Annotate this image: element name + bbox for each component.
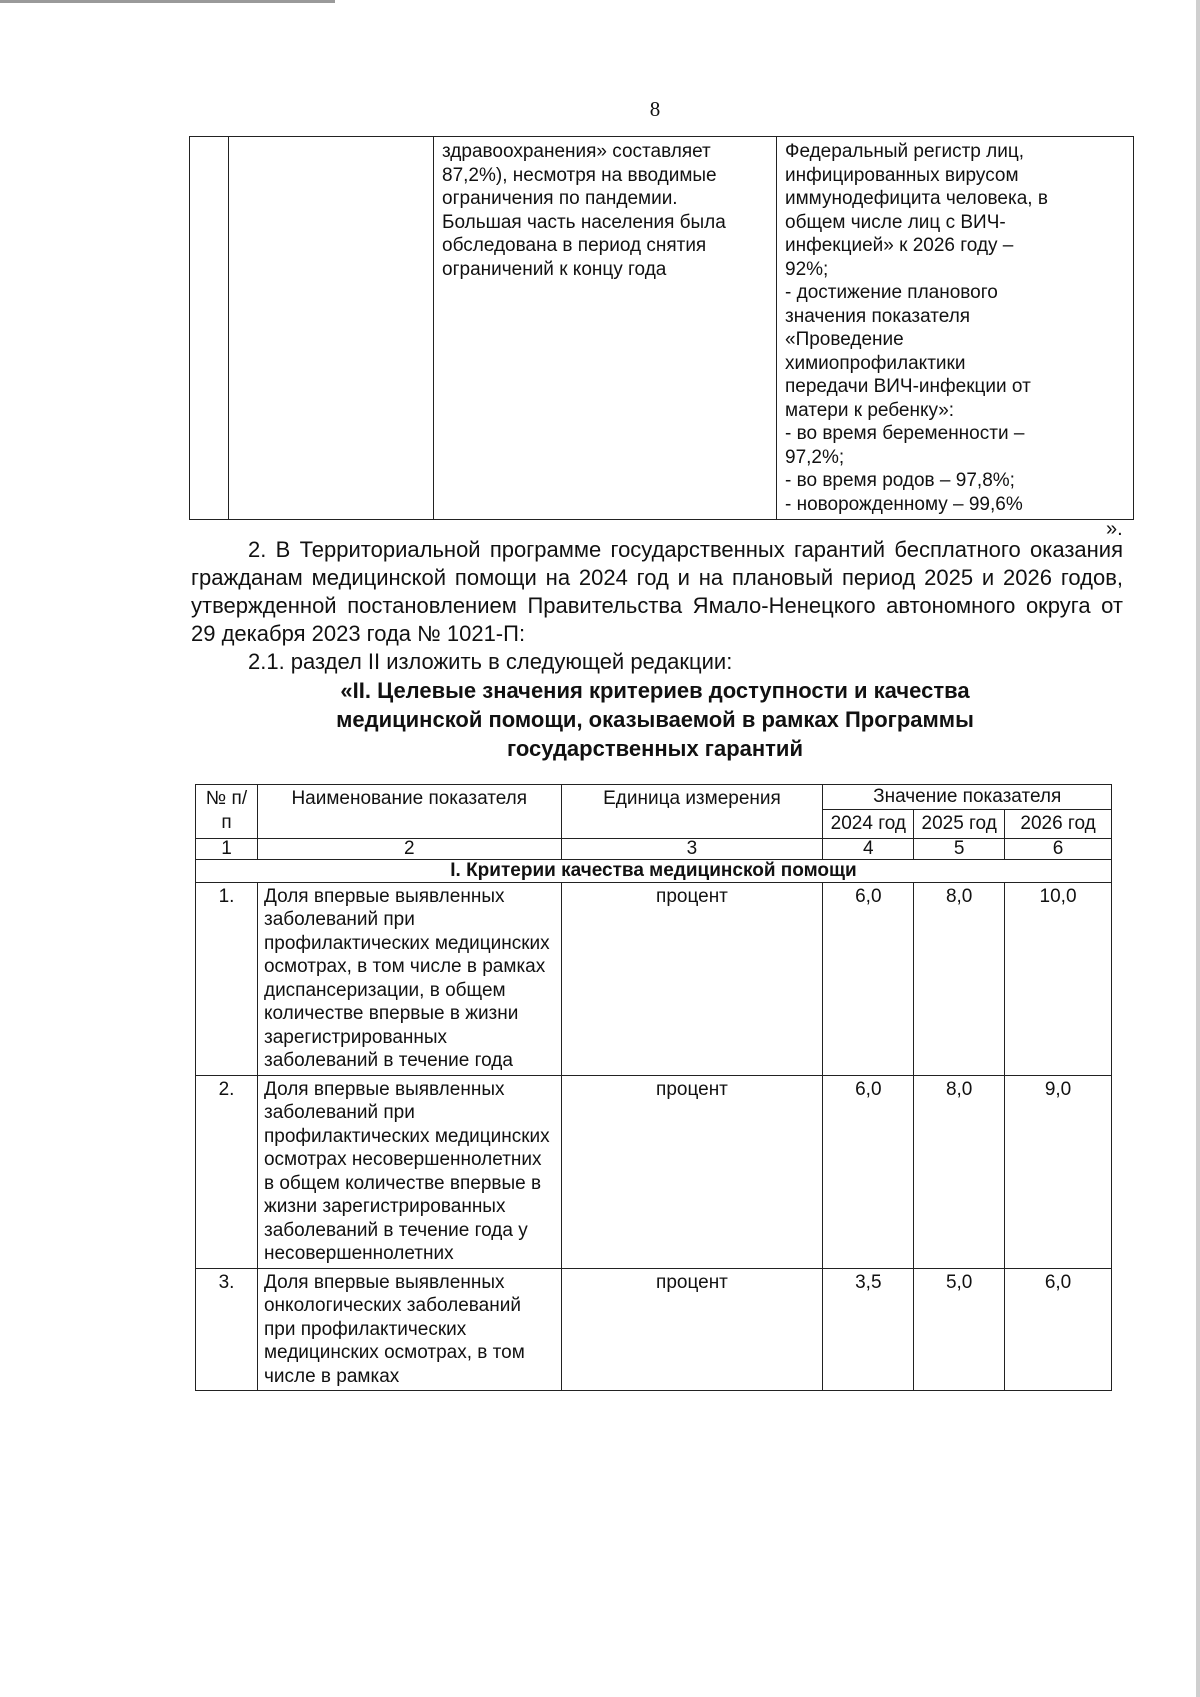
text-line: инфицированных вирусом	[785, 164, 1019, 186]
text-line: Федеральный регистр лиц,	[785, 141, 1024, 162]
table-row	[190, 137, 1134, 520]
indicator-name: Доля впервые выявленных заболеваний при профилактических медицинских осмотрах несовершеннолетних в общем количестве впервые в жизни зарегистрированных заболеваний в течение года у несовершеннолетних	[257, 1075, 561, 1268]
header-2026: 2026 год	[1005, 810, 1112, 839]
text-line: 92%;	[785, 258, 829, 280]
text-line: - во время родов – 97,8%;	[785, 470, 1015, 491]
table-row	[196, 882, 1112, 1075]
text-line: здравоохранения» составляет	[442, 141, 711, 162]
unit-cell: процент	[561, 1268, 823, 1391]
criteria-table	[195, 784, 1112, 1391]
continuation-justification-cell	[434, 137, 777, 520]
text-line: иммунодефицита человека, в	[785, 188, 1048, 209]
column-index: 4	[823, 838, 914, 859]
text-line: 97,2%;	[785, 446, 845, 468]
header-no: № п/п	[196, 785, 258, 839]
text-line: общем числе лиц с ВИЧ-	[785, 211, 1006, 233]
column-index-row	[196, 838, 1112, 859]
value-2024: 6,0	[823, 1075, 914, 1268]
empty-cell	[190, 137, 229, 520]
unit-cell: процент	[561, 1075, 823, 1268]
table-row	[196, 1268, 1112, 1391]
value-2026: 10,0	[1005, 882, 1112, 1075]
value-2025: 8,0	[914, 1075, 1005, 1268]
group-title-row	[196, 859, 1112, 882]
table-header-row	[196, 785, 1112, 810]
value-2026: 6,0	[1005, 1268, 1112, 1391]
section-title-line: медицинской помощи, оказываемой в рамках Программы	[336, 707, 974, 732]
column-index: 5	[914, 838, 1005, 859]
continuation-table	[189, 136, 1134, 520]
closing-quote: ».	[1106, 518, 1123, 540]
header-name: Наименование показателя	[257, 785, 561, 839]
row-number: 3.	[196, 1268, 258, 1391]
text-line: химиопрофилактики	[785, 352, 966, 374]
text-line: «Проведение	[785, 329, 904, 350]
value-2024: 6,0	[823, 882, 914, 1075]
value-2026: 9,0	[1005, 1075, 1112, 1268]
text-line: инфекцией» к 2026 году –	[785, 235, 1014, 256]
header-unit: Единица измерения	[561, 785, 823, 839]
text-line: значения показателя	[785, 305, 971, 327]
value-2025: 5,0	[914, 1268, 1005, 1391]
table-row	[196, 1075, 1112, 1268]
row-number: 1.	[196, 882, 258, 1075]
header-2025: 2025 год	[914, 810, 1005, 839]
text-line: ограничений к концу года	[442, 258, 667, 280]
text-line: Большая часть населения была	[442, 211, 726, 233]
empty-cell	[229, 137, 434, 520]
indicator-name: Доля впервые выявленных заболеваний при профилактических медицинских осмотрах, в том числе в рамках диспансеризации, в общем количестве впервые в жизни зарегистрированных заболеваний в течение года	[257, 882, 561, 1075]
text-line: передачи ВИЧ-инфекции от	[785, 376, 1031, 397]
text-line: матери к ребенку»:	[785, 399, 955, 421]
scan-edge-line	[0, 0, 335, 3]
section-title	[180, 676, 1130, 763]
indicator-name: Доля впервые выявленных онкологических заболеваний при профилактических медицинских осмотрах, в том числе в рамках	[257, 1268, 561, 1391]
scan-edge-shadow	[1196, 0, 1200, 1697]
header-2024: 2024 год	[823, 810, 914, 839]
section-title-line: «II. Целевые значения критериев доступности и качества	[340, 678, 970, 703]
continuation-targets-cell	[777, 137, 1134, 520]
page-number: 8	[649, 97, 661, 121]
paragraph-2-1: 2.1. раздел II изложить в следующей редакции:	[248, 649, 733, 674]
text-line: - достижение планового	[785, 282, 998, 303]
row-number: 2.	[196, 1075, 258, 1268]
value-2024: 3,5	[823, 1268, 914, 1391]
group-title: I. Критерии качества медицинской помощи	[196, 859, 1112, 882]
header-value: Значение показателя	[823, 785, 1112, 810]
paragraph-2: 2. В Территориальной программе государственных гарантий бесплатного оказания гражданам медицинской помощи на 2024 год и на плановый период 2025 и 2026 годов, утвержденной постановлением Правительства Ямало-Ненецкого автономного округа от 29 декабря 2023 года № 1021-П:	[191, 537, 1123, 646]
column-index: 3	[561, 838, 823, 859]
text-line: - во время беременности –	[785, 423, 1025, 444]
text-line: ограничения по пандемии.	[442, 188, 678, 209]
unit-cell: процент	[561, 882, 823, 1075]
section-title-line: государственных гарантий	[507, 736, 803, 761]
text-line: обследована в период снятия	[442, 235, 707, 256]
column-index: 6	[1005, 838, 1112, 859]
column-index: 2	[257, 838, 561, 859]
value-2025: 8,0	[914, 882, 1005, 1075]
column-index: 1	[196, 838, 258, 859]
text-line: 87,2%), несмотря на вводимые	[442, 164, 717, 186]
text-line: - новорожденному – 99,6%	[785, 493, 1023, 515]
